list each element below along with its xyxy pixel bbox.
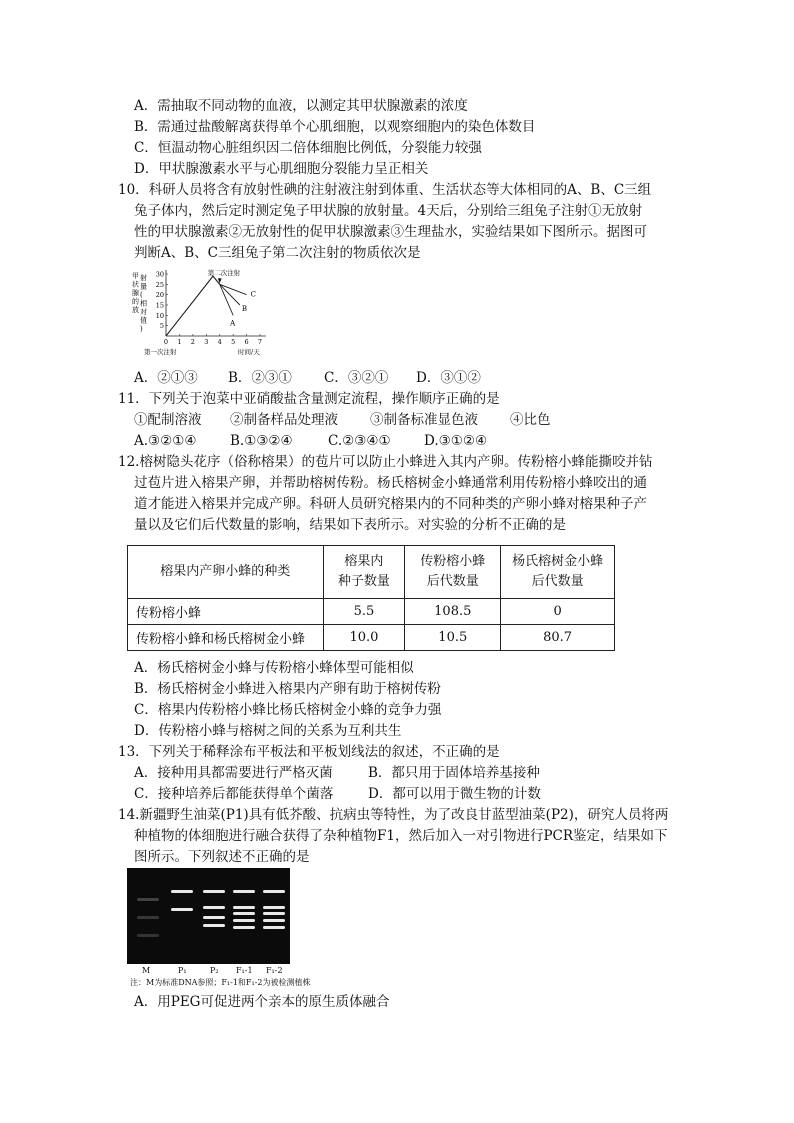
table-header-cell: 榕果内产卵小蜂的种类 [128,546,324,599]
table-row [128,599,615,625]
chart-annotation-second-injection: 第二次注射 [207,269,241,277]
chart-annotation-first-injection: 第一次注射 [144,348,177,356]
q13-option-d: D．都可以用于微生物的计数 [368,786,541,802]
q10-text-line-4: 判断A、B、C三组兔子第二次注射的物质依次是 [134,245,421,261]
gel-band [263,912,285,915]
q12-option-c: C．榕果内传粉榕小蜂比杨氏榕树金小蜂的竞争力强 [134,702,442,718]
q12-option-d: D．传粉榕小蜂与榕树之间的关系为互利共生 [134,723,402,739]
q14-option-a: A．用PEG可促进两个亲本的原生质体融合 [134,994,390,1010]
chart-y-label-char: 状 [132,280,139,289]
gel-band [137,898,159,901]
chart-series-label: A [230,319,236,328]
wasp-results-table [127,545,615,651]
chart-y-axis-label [132,272,147,333]
gel-lane-label: P₁ [178,966,187,975]
q11-step-1: ①配制溶液 [134,412,202,428]
table-cell: 传粉榕小蜂 [128,599,324,625]
q10-option-c: C．③②① [324,370,389,386]
chart-y-tick-label: 5 [159,322,164,331]
chart-x-tick-label: 4 [217,338,222,346]
gel-band [171,890,193,893]
chart-y-label-char: 腺 [132,289,139,297]
gel-note: 注：M为标准DNA参照；F₁-1和F₁-2为被检测植株 [130,978,311,987]
q10-option-d: D．③①② [416,370,481,386]
q13-option-b: B．都只用于固体培养基接种 [368,765,540,781]
chart-x-tick-label: 0 [163,338,169,346]
chart-x-axis-label: 时间/天 [238,348,260,356]
chart-series-line-A [166,276,233,336]
gel-band [233,919,255,922]
q10-text-line-2: 兔子体内，然后定时测定兔子甲状腺的放射量。4天后，分别给三组兔子注射①无放射 [134,203,643,219]
q12-text-line-4: 量以及它们后代数量的影响，结果如下表所示。对实验的分析不正确的是 [134,517,566,533]
q14-text-line-2: 种植物的体细胞进行融合获得了杂种植物F1，然后加入一对引物进行PCR鉴定，结果如下 [134,828,668,844]
gel-lane-label: P₂ [210,966,219,975]
chart-y-label-char: 的 [132,297,139,306]
q12-option-a: A．杨氏榕树金小蜂与传粉榕小蜂体型可能相似 [134,660,414,676]
chart-x-tick-label: 7 [257,338,263,346]
chart-y-label-char: 相 [140,299,147,308]
chart-y-label-char: 量 [140,282,147,291]
pcr-gel-image [127,868,290,964]
chart-x-tick-label: 3 [204,338,209,346]
q11-question: 11．下列关于泡菜中亚硝酸盐含量测定流程，操作顺序正确的是 [118,391,500,407]
q13-question: 13．下列关于稀释涂布平板法和平板划线法的叙述，不正确的是 [118,744,500,760]
chart-y-label-char: ( [140,291,143,299]
gel-band [233,890,255,893]
q9-option-a: A．需抽取不同动物的血液，以测定其甲状腺激素的浓度 [134,98,468,114]
gel-lane-label: M [142,966,151,975]
gel-band [171,908,193,911]
q11-step-4: ④比色 [510,412,551,428]
gel-band [233,906,255,909]
gel-band [263,926,285,929]
q9-option-d: D．甲状腺激素水平与心肌细胞分裂能力呈正相关 [134,161,429,177]
radioactivity-line-chart [128,268,288,364]
q10-option-b: B．②③① [228,370,292,386]
q9-option-c: C．恒温动物心脏组织因二倍体细胞比例低，分裂能力较强 [134,140,482,156]
table-cell: 80.7 [501,625,615,651]
table-cell: 0 [501,599,615,625]
q11-option-d: D.③①②④ [424,433,488,449]
chart-y-label-char: ) [140,325,143,333]
chart-y-label-char: 值 [140,316,147,325]
q13-option-c: C．接种培养后都能获得单个菌落 [134,786,334,802]
table-cell: 10.5 [405,625,501,651]
chart-x-tick-label: 2 [190,338,195,346]
q11-step-3: ③制备标准显色液 [370,412,478,428]
chart-y-label-char: 放 [132,306,139,314]
gel-band [137,934,159,937]
gel-band [263,919,285,922]
q11-option-a: A.③②①④ [134,433,197,449]
gel-band [137,916,159,919]
q12-option-b: B．杨氏榕树金小蜂进入榕果内产卵有助于榕树传粉 [134,681,441,697]
gel-band [263,890,285,893]
table-header-cell: 榕果内 种子数量 [323,546,405,599]
q14-text-line-3: 图所示。下列叙述不正确的是 [134,849,310,865]
q12-text-line-2: 过苞片进入榕果产卵，并帮助榕树传粉。杨氏榕树金小蜂通常利用传粉榕小蜂咬出的通 [134,475,647,491]
gel-band [233,912,255,915]
table-cell: 10.0 [323,625,405,651]
table-cell: 5.5 [323,599,405,625]
q11-option-c: C.②③④① [328,433,391,449]
chart-x-tick-label: 6 [244,338,249,346]
chart-y-label-char: 对 [140,308,147,316]
table-header-row [128,546,615,599]
chart-series-label: B [241,305,248,313]
q11-option-b: B.①③②④ [230,433,293,449]
q12-text-line-1: 12.榕树隐头花序（俗称榕果）的苞片可以防止小蜂进入其内产卵。传粉榕小蜂能撕咬并钻 [118,454,653,470]
gel-band [233,926,255,929]
chart-x-tick-label: 1 [177,338,182,346]
chart-series-label: C [250,290,256,299]
gel-lane-label: F₁-1 [236,966,253,975]
table-cell: 108.5 [405,599,501,625]
chart-x-tick-label: 5 [231,338,236,346]
q10-text-line-1: 10．科研人员将含有放射性碘的注射液注射到体重、生活状态等大体相同的A、B、C三组 [118,182,652,198]
gel-lane-label: F₁-2 [266,966,283,975]
chart-y-tick-label: 20 [155,291,164,300]
chart-y-tick-label: 30 [155,270,164,279]
q12-text-line-3: 道才能进入榕果并完成产卵。科研人员研究榕果内的不同种类的产卵小蜂对榕果种子产 [134,496,647,512]
q11-step-2: ②制备样品处理液 [230,412,338,428]
gel-band [263,906,285,909]
table-header-cell: 传粉榕小蜂 后代数量 [405,546,501,599]
gel-band [203,924,225,927]
q10-option-a: A．②①③ [134,370,198,386]
table-cell: 传粉榕小蜂和杨氏榕树金小蜂 [128,625,324,651]
chart-y-label-char: 甲 [132,272,139,280]
gel-band [203,890,225,893]
q10-text-line-3: 性的甲状腺激素②无放射性的促甲状腺激素③生理盐水，实验结果如下图所示。据图可 [134,224,647,240]
table-header-cell: 杨氏榕树金小蜂 后代数量 [501,546,615,599]
q9-option-b: B．需通过盐酸解离获得单个心肌细胞，以观察细胞内的染色体数目 [134,119,536,135]
table-row [128,625,615,651]
q14-text-line-1: 14.新疆野生油菜(P1)具有低芥酸、抗病虫等特性，为了改良甘蓝型油菜(P2)，研究人员将两 [118,807,669,823]
chart-y-tick-label: 15 [155,301,164,310]
chart-y-tick-label: 10 [155,311,164,320]
chart-y-tick-label: 25 [155,280,164,289]
q13-option-a: A．接种用具都需要进行严格灭菌 [134,765,333,781]
gel-band [203,916,225,919]
gel-band [203,906,225,909]
chart-y-label-char: 射 [140,274,147,282]
